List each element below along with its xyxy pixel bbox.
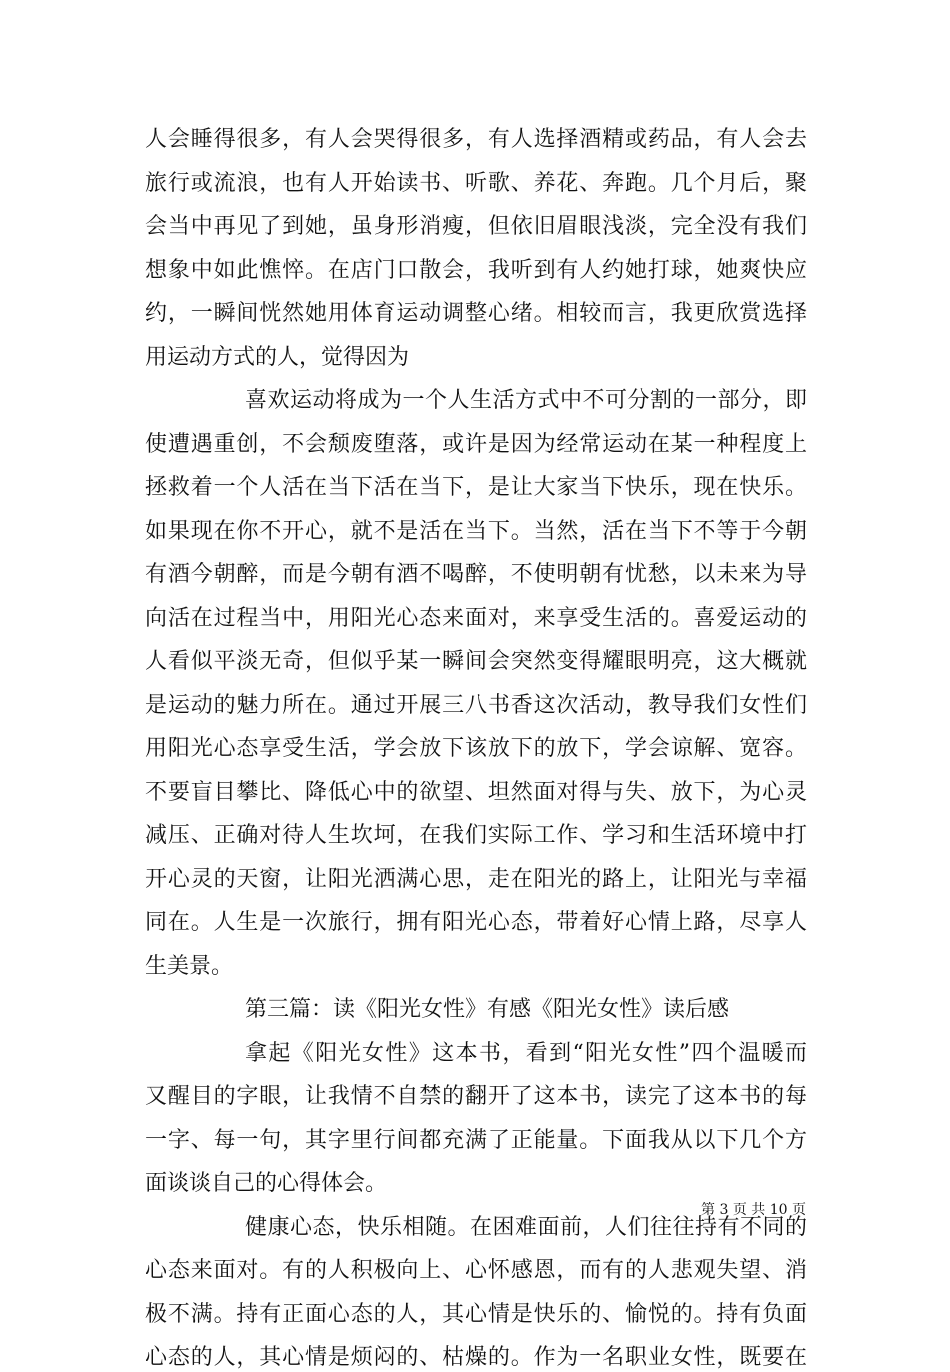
text-line: 同在。人生是一次旅行，拥有阳光心态，带着好心情上路，尽享人 xyxy=(145,910,807,935)
text-line: 极不满。持有正面心态的人，其心情是快乐的、愉悦的。持有负面 xyxy=(145,1301,807,1327)
text-line: 拯救着一个人活在当下活在当下，是让大家当下快乐，现在快乐。 xyxy=(145,475,807,500)
section-heading: 第三篇：读《阳光女性》有感《阳光女性》读后感 xyxy=(245,997,730,1022)
text-line: 有酒今朝醉，而是今朝有酒不喝醉，不使明朝有忧愁，以未来为导 xyxy=(145,562,807,587)
text-line: 心态的人，其心情是烦闷的、枯燥的。作为一名职业女性，既要在 xyxy=(145,1345,807,1370)
text-line: 想象中如此憔悴。在店门口散会，我听到有人约她打球，她爽快应 xyxy=(145,257,807,283)
text-line: 心态来面对。有的人积极向上、心怀感恩，而有的人悲观失望、消 xyxy=(145,1258,807,1283)
page-number: 第 3 页 共 10 页 xyxy=(701,1202,806,1218)
text-line: 喜欢运动将成为一个人生活方式中不可分割的一部分，即 xyxy=(245,388,807,413)
text-line: 向活在过程当中，用阳光心态来面对，来享受生活的。喜爱运动的 xyxy=(145,605,807,631)
text-line: 约，一瞬间恍然她用体育运动调整心绪。相较而言，我更欣赏选择 xyxy=(145,301,807,326)
text-line: 是运动的魅力所在。通过开展三八书香这次活动，教导我们女性们 xyxy=(145,692,807,718)
text-line: 拿起《阳光女性》这本书，看到“阳光女性”四个温暖而 xyxy=(245,1040,807,1066)
text-line: 生美景。 xyxy=(145,953,234,979)
text-line: 使遭遇重创，不会颓废堕落，或许是因为经常运动在某一种程度上 xyxy=(145,431,807,457)
text-line: 用运动方式的人，觉得因为 xyxy=(145,344,410,370)
text-line: 用阳光心态享受生活，学会放下该放下的放下，学会谅解、宽容。 xyxy=(145,736,807,761)
text-line: 不要盲目攀比、降低心中的欲望、坦然面对得与失、放下，为心灵 xyxy=(145,779,807,805)
text-line: 减压、正确对待人生坎坷，在我们实际工作、学习和生活环境中打 xyxy=(145,823,807,848)
text-line: 如果现在你不开心，就不是活在当下。当然，活在当下不等于今朝 xyxy=(145,518,807,544)
text-line: 又醒目的字眼，让我情不自禁的翻开了这本书，读完了这本书的每 xyxy=(145,1084,807,1109)
text-line: 人看似平淡无奇，但似乎某一瞬间会突然变得耀眼明亮，这大概就 xyxy=(145,649,807,674)
text-line: 人会睡得很多，有人会哭得很多，有人选择酒精或药品，有人会去 xyxy=(145,127,807,152)
text-line: 面谈谈自己的心得体会。 xyxy=(145,1171,388,1196)
text-line: 健康心态，快乐相随。在困难面前，人们往往持有不同的 xyxy=(245,1214,807,1240)
text-line: 会当中再见了到她，虽身形消瘦，但依旧眉眼浅淡，完全没有我们 xyxy=(145,214,807,239)
text-line: 开心灵的天窗，让阳光洒满心思，走在阳光的路上，让阳光与幸福 xyxy=(145,866,807,892)
text-line: 旅行或流浪，也有人开始读书、听歌、养花、奔跑。几个月后，聚 xyxy=(145,170,807,196)
text-line: 一字、每一句，其字里行间都充满了正能量。下面我从以下几个方 xyxy=(145,1127,807,1153)
